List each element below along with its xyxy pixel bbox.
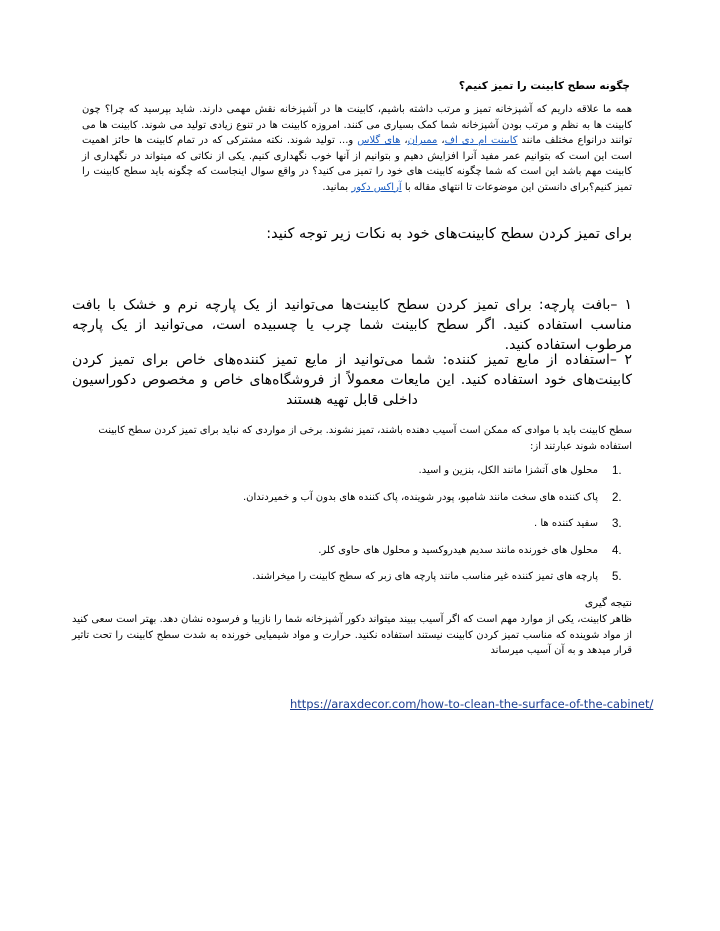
intro-text-2: و... تولید شوند. نکته مشترکی که در تمام کابینت ها حائز اهمیت است این است که بتوانیم عمر مفید آنرا افزایش دهیم و بتوانیم از آنها خوب نگهداری کنیم. یکی از نکاتی که میتواند در نگهداری از کابینت مهم باشد این است که شما چگونه کابینت های خود را تمیز می کنید؟ در واقع سوال اینجاست که چگونه باید سطح کابینت را تمیز کنیم؟برای دانستن این موضوعات تا انتهای مقاله با <box>82 135 632 193</box>
list-item <box>72 511 632 538</box>
list-item <box>72 485 632 512</box>
list-item-text: پارچه های تمیز کننده غیر مناسب مانند پارچه های زبر که سطح کابینت را میخراشند. <box>252 571 598 582</box>
link-arax-decor[interactable]: آراکس دکور <box>351 181 402 193</box>
warning-paragraph: سطح کابینت باید با موادی که ممکن است آسیب دهنده باشند، تمیز نشوند. برخی از مواردی که نباید برای تمیز کردن سطح کابینت استفاده شوند عبارتند از: <box>98 425 632 452</box>
intro-text-1: همه ما علاقه داریم که آشپزخانه تمیز و مرتب داشته باشیم، کابینت ها در آشپزخانه نقش مهمی دارند. شاید بپرسید که چرا؟ چون کابینت ها به نظم و مرتب بودن آشپزخانه شما کمک بسیاری می کنند. امروزه کابینت ها در تنوع زیادی تولید می شوند. کابینت ها می توانند درانواع مختلف مانند <box>82 104 633 146</box>
link-mdf-cabinet[interactable]: کابینت ام دی اف <box>444 135 518 146</box>
list-item <box>72 458 632 485</box>
list-item <box>72 564 632 591</box>
intro-paragraph <box>82 102 632 195</box>
list-item-text: سفید کننده ها . <box>533 518 598 529</box>
intro-text-3: بمانید. <box>322 181 352 193</box>
list-item-number: 5. <box>612 571 622 583</box>
list-item-number: 1. <box>612 465 622 477</box>
list-item-text: محلول های خورنده مانند سدیم هیدروکسید و محلول های حاوی کلر. <box>318 544 598 556</box>
tips-heading: برای تمیز کردن سطح کابینت‌های خود به نکات زیر توجه کنید: <box>266 226 632 242</box>
conclusion-paragraph: ظاهر کابینت، یکی از موارد مهم است که اگر آسیب ببیند میتواند دکور آشپزخانه شما را نازیبا و فرسوده نشان دهد. بهتر است سعی کنید از مواد شوینده که مناسب تمیز کردن کابینت نیستند استفاده نکنید. حرارت و مواد شیمیایی خورنده به شدت سطح کابینت را تحت تاثیر قرار میدهد و به آن آسیب میرساند <box>72 614 632 656</box>
article-title: چگونه سطح کابینت را تمیز کنیم؟ <box>458 80 630 92</box>
source-url-link[interactable]: https://araxdecor.com/how-to-clean-the-surface-of-the-cabinet/ <box>290 697 654 711</box>
list-item-text: پاک کننده های سخت مانند شامپو، پودر شوینده، پاک کننده های بدون آب و خمیردندان. <box>242 491 598 503</box>
intro-separator-2: ، <box>400 135 408 146</box>
list-item-number: 2. <box>612 491 622 504</box>
tip-cleaning-liquid: ۲ –استفاده از مایع تمیز کننده: شما می‌توانید از مایع تمیز کننده‌های خاص برای تمیز کردن کابینت‌های خود استفاده کنید. این مایعات معمولاً از فروشگاه‌های خاص و مخصوص دکوراسیون داخلی قابل تهیه هستند <box>72 352 632 408</box>
intro-separator-1: ، <box>437 135 445 146</box>
list-item <box>72 538 632 565</box>
tip-fabric: ۱ –بافت پارچه: برای تمیز کردن سطح کابینت‌ها می‌توانید از یک پارچه نرم و خشک با بافت مناسب استفاده کنید. اگر سطح کابینت شما چرب یا چسبیده است، می‌توانید از یک پارچه مرطوب استفاده کنید. <box>72 297 632 353</box>
list-item-text: محلول های آتشزا مانند الکل، بنزین و اسید. <box>418 465 598 476</box>
harmful-materials-list <box>72 458 632 591</box>
list-item-number: 4. <box>612 544 622 557</box>
conclusion-title: نتیجه گیری <box>584 597 632 609</box>
link-highglass[interactable]: های گلاس <box>357 135 401 146</box>
link-memberan[interactable]: ممبران <box>407 135 438 146</box>
list-item-number: 3. <box>612 518 622 530</box>
